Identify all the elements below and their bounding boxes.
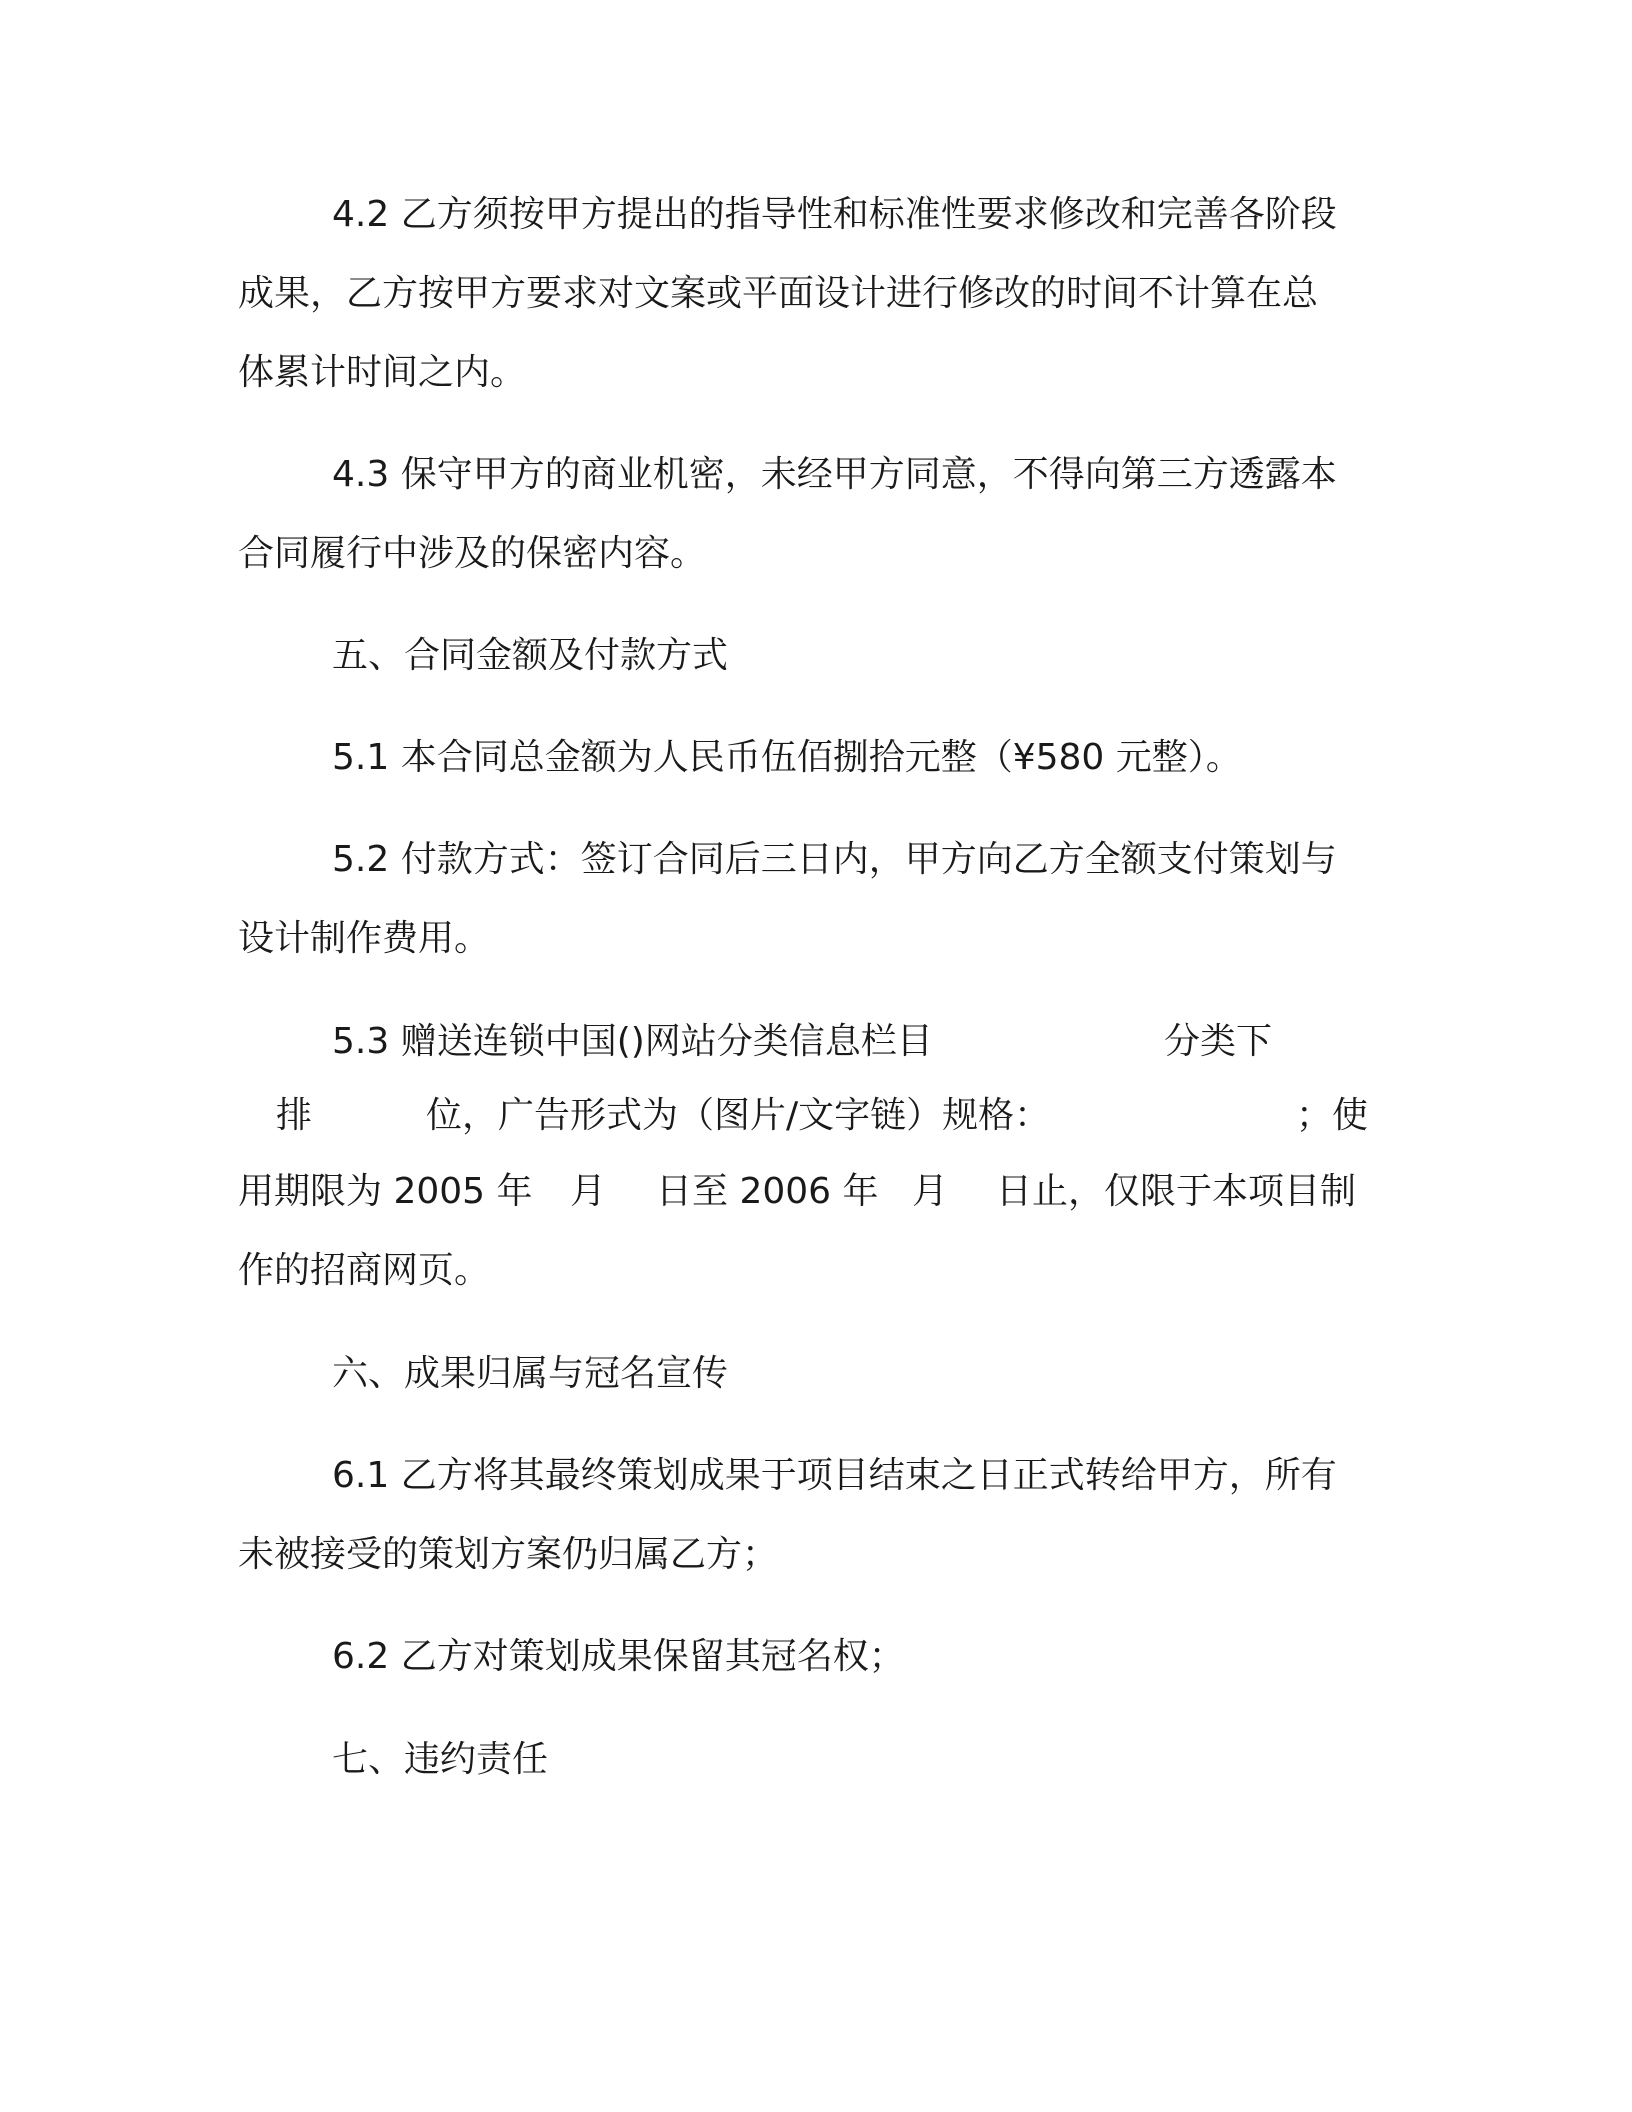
clause-5-3-line-2-b: 位，广告形式为（图片/文字链）规格： xyxy=(426,1095,1051,1136)
clause-6-2: 6.2 乙方对策划成果保留其冠名权； xyxy=(332,1636,905,1677)
clause-5-3-line-3-part-4: 月 xyxy=(912,1171,949,1212)
clause-4-3-line-1: 4.3 保守甲方的商业机密，未经甲方同意，不得向第三方透露本 xyxy=(332,454,1337,495)
clause-5-2-line-2: 设计制作费用。 xyxy=(238,918,491,959)
clause-5-3-line-2-a: 排 xyxy=(276,1095,313,1136)
clause-5-3-line-3-part-3: 日至 2006 年 xyxy=(656,1171,879,1212)
clause-6-1-line-2: 未被接受的策划方案仍归属乙方； xyxy=(238,1534,779,1575)
clause-5-3-line-1-left: 5.3 赠送连锁中国()网站分类信息栏目 xyxy=(332,1021,933,1062)
clause-4-2-line-1: 4.2 乙方须按甲方提出的指导性和标准性要求修改和完善各阶段 xyxy=(332,194,1337,235)
clause-5-3-line-3-part-2: 月 xyxy=(570,1171,607,1212)
clause-5-3-line-2-c: ；使 xyxy=(1296,1095,1369,1136)
section-heading-6: 六、成果归属与冠名宣传 xyxy=(332,1353,729,1394)
clause-5-3-line-1-right: 分类下 xyxy=(1164,1021,1273,1062)
clause-5-2-line-1: 5.2 付款方式：签订合同后三日内，甲方向乙方全额支付策划与 xyxy=(332,839,1337,880)
clause-5-3-line-3-part-5: 日止，仅限于本项目制 xyxy=(996,1171,1357,1212)
clause-5-1: 5.1 本合同总金额为人民币伍佰捌拾元整（¥580 元整）。 xyxy=(332,737,1242,778)
clause-5-3-line-4: 作的招商网页。 xyxy=(238,1250,491,1291)
clause-4-3-line-2: 合同履行中涉及的保密内容。 xyxy=(238,533,707,574)
clause-5-3-line-3-part-1: 用期限为 2005 年 xyxy=(238,1171,533,1212)
clause-4-2-line-2: 成果，乙方按甲方要求对文案或平面设计进行修改的时间不计算在总 xyxy=(238,273,1319,314)
clause-4-2-line-3: 体累计时间之内。 xyxy=(238,352,527,393)
clause-6-1-line-1: 6.1 乙方将其最终策划成果于项目结束之日正式转给甲方，所有 xyxy=(332,1455,1337,1496)
section-heading-5: 五、合同金额及付款方式 xyxy=(332,635,729,676)
section-heading-7: 七、违约责任 xyxy=(332,1739,549,1780)
